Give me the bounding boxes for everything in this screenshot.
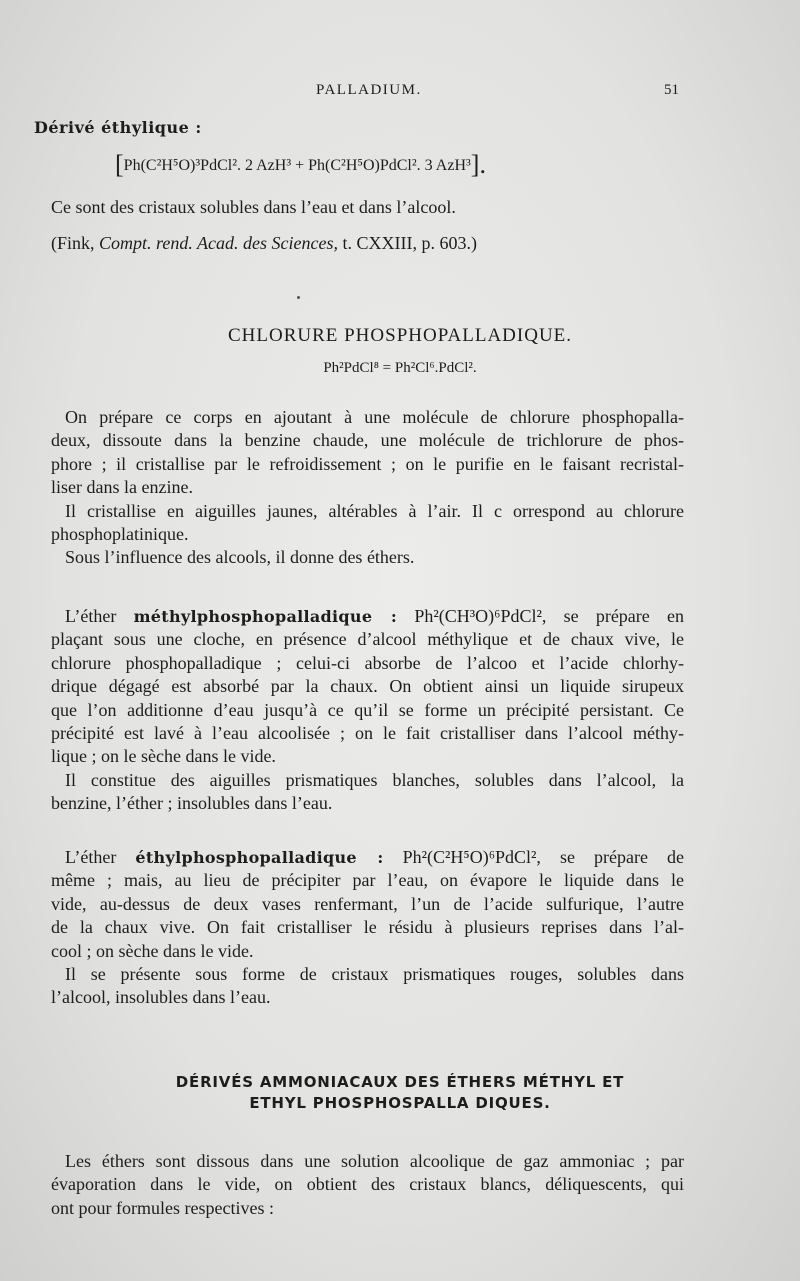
formula-text: Ph(C²H⁵O)³PdCl². 2 AzH³ + Ph(C²H⁵O)PdCl². 3 AzH³: [123, 157, 471, 174]
page-number: 51: [664, 82, 679, 98]
formula-derive-ethylique: [115, 150, 486, 180]
paragraph-chlorure-1: [51, 406, 684, 570]
reference-open: (Fink,: [51, 233, 100, 253]
paragraph-line: chlorure phosphopalladique ; celui-ci absorbe de l’alcoo et l’acide chlorhy-: [51, 652, 684, 673]
paragraph-line: Il cristallise en aiguilles jaunes, altérables à l’air. Il c orrespond au chlorure: [65, 500, 684, 521]
page-header: [0, 82, 800, 104]
paragraph-line: ont pour formules respectives :: [51, 1197, 274, 1218]
paragraph-line: lique ; on le sèche dans le vide.: [51, 746, 276, 767]
paragraph-line: vide, au-dessus de deux vases renfermant, l’un de l’acide sulfurique, l’autre: [51, 893, 684, 914]
paragraph-line: Sous l’influence des alcools, il donne des éthers.: [65, 547, 415, 568]
paragraph-line: On prépare ce corps en ajoutant à une molécule de chlorure phosphopalla-: [65, 407, 684, 427]
bracket-close: ].: [470, 150, 486, 179]
print-speck: [297, 296, 300, 299]
paragraph-line: l’alcool, insolubles dans l’eau.: [51, 987, 271, 1008]
paragraph-line: benzine, l’éther ; insolubles dans l’eau.: [51, 793, 333, 814]
section-heading-derive-ethylique: Dérivé éthylique :: [34, 118, 202, 137]
paragraph-ether-methyl: [51, 605, 684, 816]
paragraph-line: plaçant sous une cloche, en présence d’alcool méthylique et de chaux vive, le: [51, 629, 684, 650]
lead-word: L’éther: [65, 847, 117, 867]
paragraph-ether-ethyl: [51, 846, 684, 1010]
section-title-derives-ammoniacaux: [0, 1072, 800, 1114]
paragraph-line: Ce sont des cristaux solubles dans l’eau et dans l’alcool.: [51, 197, 456, 217]
running-title: PALLADIUM.: [316, 82, 422, 98]
paragraph-line: drique dégagé est absorbé par la chaux. On obtient ainsi un liquide sirupeux: [51, 676, 684, 697]
paragraph-line: Il se présente sous forme de cristaux prismatiques rouges, solubles dans: [65, 964, 684, 985]
paragraph-line: précipité est lavé à l’eau alcoolisée ; on le fait cristalliser dans l’alcool méthy-: [51, 723, 684, 744]
paragraph-line: liser dans la enzine.: [51, 477, 193, 498]
paragraph-line: phore ; il cristallise par le refroidissement ; on le purifie en le faisant recristal-: [51, 453, 684, 474]
title-line: ETHYL PHOSPHOSPALLA DIQUES.: [249, 1094, 551, 1112]
paragraph-line: phosphoplatinique.: [51, 524, 189, 545]
paragraph-line: deux, dissoute dans la benzine chaude, une molécule de trichlorure de phos-: [51, 430, 684, 451]
reference-journal: Compt. rend. Acad. des Sciences,: [99, 233, 338, 253]
lead-word: L’éther: [65, 606, 117, 626]
lead-bold-term: méthylphosphopalladique :: [133, 607, 398, 626]
paragraph-line: cool ; on sèche dans le vide.: [51, 940, 254, 961]
paragraph-line: évaporation dans le vide, on obtient des cristaux blancs, déliquescents, qui: [51, 1174, 684, 1195]
lead-bold-term: éthylphosphopalladique :: [135, 848, 384, 867]
reference-fink: [51, 232, 684, 255]
bracket-open: [: [115, 150, 124, 179]
reference-rest: t. CXXIII, p. 603.): [337, 233, 477, 253]
paragraph-line: [51, 605, 684, 628]
paragraph-line: [51, 846, 684, 869]
title-line: DÉRIVÉS AMMONIACAUX DES ÉTHERS MÉTHYL ET: [175, 1073, 625, 1091]
lead-rest: Ph²(C²H⁵O)⁶PdCl², se prépare de: [402, 847, 685, 867]
paragraph-line: de la chaux vive. On fait cristalliser le résidu à plusieurs reprises dans l’al-: [51, 917, 684, 938]
paragraph-line: que l’on additionne d’eau jusqu’à ce qu’il se forme un précipité persistant. Ce: [51, 699, 684, 720]
paragraph-line: Il constitue des aiguilles prismatiques blanches, solubles dans l’alcool, la: [65, 769, 684, 790]
paragraph-derives-ammoniacaux: [51, 1150, 684, 1220]
paragraph-line: Les éthers sont dissous dans une solution alcoolique de gaz ammoniac ; par: [65, 1151, 684, 1171]
section-title-chlorure: CHLORURE PHOSPHOPALLADIQUE.: [227, 325, 573, 346]
formula-chlorure: Ph²PdCl⁸ = Ph²Cl⁶.PdCl².: [323, 360, 477, 376]
lead-rest: Ph²(CH³O)⁶PdCl², se prépare en: [414, 606, 685, 626]
paragraph-line: même ; mais, au lieu de précipiter par l’eau, on évapore le liquide dans le: [51, 870, 684, 891]
